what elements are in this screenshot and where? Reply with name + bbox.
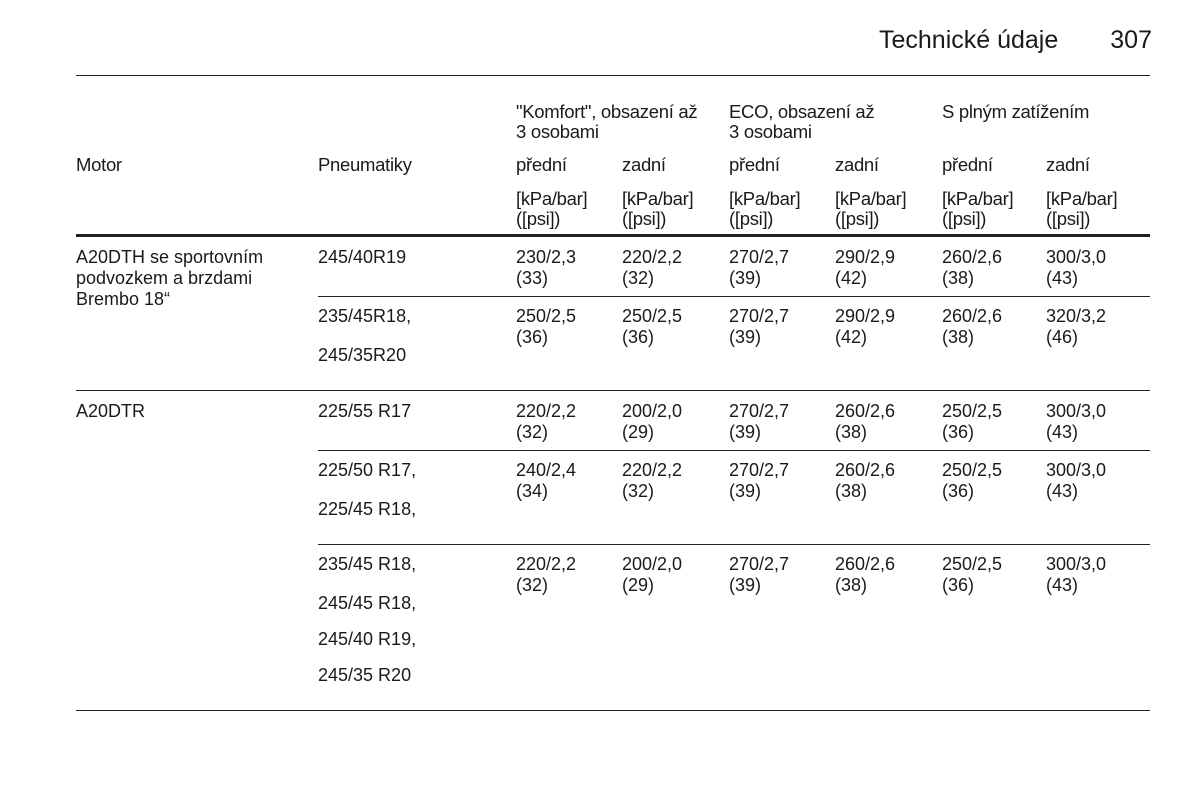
header-rule bbox=[76, 75, 1150, 76]
header-unit-psi: ([psi]) bbox=[835, 208, 880, 229]
header-unit: [kPa/bar] bbox=[516, 188, 588, 209]
pressure-psi: (39) bbox=[729, 422, 762, 442]
header-unit-psi: ([psi]) bbox=[622, 208, 667, 229]
pressure-psi: (36) bbox=[942, 481, 975, 501]
pressure-psi: (29) bbox=[622, 575, 655, 595]
pressure-value: 260/2,6 bbox=[835, 554, 896, 574]
pressure-psi: (32) bbox=[516, 422, 549, 442]
tyre-size: 235/45 R18, bbox=[318, 554, 417, 574]
pressure-psi: (32) bbox=[622, 268, 655, 288]
pressure-value: 230/2,3 bbox=[516, 247, 577, 267]
header-unit-psi: ([psi]) bbox=[729, 208, 774, 229]
header-unit: [kPa/bar] bbox=[1046, 188, 1118, 209]
table-bottom-rule bbox=[76, 710, 1150, 711]
pressure-psi: (42) bbox=[835, 268, 868, 288]
header-front: přední bbox=[516, 154, 567, 175]
header-load-group: "Komfort", obsazení až bbox=[516, 101, 698, 122]
pressure-value: 270/2,7 bbox=[729, 460, 790, 480]
tyre-size: 225/45 R18, bbox=[318, 499, 417, 519]
pressure-value: 300/3,0 bbox=[1046, 401, 1107, 421]
pressure-psi: (32) bbox=[622, 481, 655, 501]
pressure-psi: (39) bbox=[729, 481, 762, 501]
header-front: přední bbox=[942, 154, 993, 175]
pressure-value: 240/2,4 bbox=[516, 460, 577, 480]
pressure-psi: (36) bbox=[942, 575, 975, 595]
pressure-psi: (39) bbox=[729, 575, 762, 595]
pressure-value: 290/2,9 bbox=[835, 306, 896, 326]
header-load-group-line2: 3 osobami bbox=[516, 121, 599, 142]
pressure-psi: (38) bbox=[835, 575, 868, 595]
tyre-size: 245/35 R20 bbox=[318, 665, 412, 685]
pressure-psi: (46) bbox=[1046, 327, 1079, 347]
pressure-psi: (39) bbox=[729, 327, 762, 347]
pressure-psi: (42) bbox=[835, 327, 868, 347]
pressure-value: 250/2,5 bbox=[516, 306, 577, 326]
page-title: Technické údaje bbox=[878, 26, 1059, 54]
pressure-value: 270/2,7 bbox=[729, 401, 790, 421]
header-rear: zadní bbox=[835, 154, 879, 175]
pressure-value: 300/3,0 bbox=[1046, 460, 1107, 480]
pressure-psi: (36) bbox=[622, 327, 655, 347]
pressure-value: 200/2,0 bbox=[622, 401, 683, 421]
header-unit-psi: ([psi]) bbox=[942, 208, 987, 229]
header-unit-psi: ([psi]) bbox=[1046, 208, 1091, 229]
pressure-psi: (39) bbox=[729, 268, 762, 288]
tyre-size: 245/35R20 bbox=[318, 345, 407, 365]
header-load-group-line2: 3 osobami bbox=[729, 121, 812, 142]
header-load-group: ECO, obsazení až bbox=[729, 101, 875, 122]
pressure-value: 290/2,9 bbox=[835, 247, 896, 267]
header-unit: [kPa/bar] bbox=[942, 188, 1014, 209]
pressure-psi: (34) bbox=[516, 481, 549, 501]
pressure-psi: (38) bbox=[942, 327, 975, 347]
tyre-size: 245/40R19 bbox=[318, 247, 407, 267]
pressure-psi: (43) bbox=[1046, 481, 1079, 501]
pressure-value: 270/2,7 bbox=[729, 247, 790, 267]
pressure-psi: (38) bbox=[942, 268, 975, 288]
header-front: přední bbox=[729, 154, 780, 175]
pressure-value: 220/2,2 bbox=[622, 460, 683, 480]
tyre-size: 245/45 R18, bbox=[318, 593, 417, 613]
engine-name: A20DTH se sportovním bbox=[76, 247, 264, 267]
pressure-value: 260/2,6 bbox=[942, 247, 1003, 267]
header-rear: zadní bbox=[1046, 154, 1090, 175]
header-unit: [kPa/bar] bbox=[835, 188, 907, 209]
pressure-value: 270/2,7 bbox=[729, 306, 790, 326]
pressure-psi: (43) bbox=[1046, 422, 1079, 442]
header-bottom-rule bbox=[76, 234, 1150, 237]
header-unit: [kPa/bar] bbox=[622, 188, 694, 209]
pressure-value: 320/3,2 bbox=[1046, 306, 1107, 326]
pressure-psi: (38) bbox=[835, 481, 868, 501]
header-motor: Motor bbox=[76, 154, 122, 175]
pressure-psi: (43) bbox=[1046, 268, 1079, 288]
header-unit: [kPa/bar] bbox=[729, 188, 801, 209]
header-tyres: Pneumatiky bbox=[318, 154, 412, 175]
pressure-value: 300/3,0 bbox=[1046, 554, 1107, 574]
tyre-size: 245/40 R19, bbox=[318, 629, 417, 649]
pressure-value: 220/2,2 bbox=[622, 247, 683, 267]
pressure-value: 220/2,2 bbox=[516, 401, 577, 421]
pressure-value: 220/2,2 bbox=[516, 554, 577, 574]
pressure-value: 270/2,7 bbox=[729, 554, 790, 574]
pressure-value: 260/2,6 bbox=[835, 401, 896, 421]
pressure-psi: (36) bbox=[516, 327, 549, 347]
header-rear: zadní bbox=[622, 154, 666, 175]
tyre-size: 235/45R18, bbox=[318, 306, 412, 326]
pressure-value: 250/2,5 bbox=[942, 554, 1003, 574]
tyre-size: 225/55 R17 bbox=[318, 401, 412, 421]
pressure-value: 260/2,6 bbox=[835, 460, 896, 480]
pressure-psi: (29) bbox=[622, 422, 655, 442]
pressure-psi: (32) bbox=[516, 575, 549, 595]
pressure-psi: (43) bbox=[1046, 575, 1079, 595]
page-number: 307 bbox=[1110, 26, 1152, 54]
engine-name: podvozkem a brzdami bbox=[76, 268, 253, 288]
engine-name: A20DTR bbox=[76, 401, 146, 421]
header-unit-psi: ([psi]) bbox=[516, 208, 561, 229]
pressure-value: 250/2,5 bbox=[942, 460, 1003, 480]
group-divider bbox=[318, 544, 1150, 545]
pressure-psi: (33) bbox=[516, 268, 549, 288]
group-divider bbox=[318, 296, 1150, 297]
group-divider bbox=[318, 450, 1150, 451]
engine-divider bbox=[76, 390, 1150, 391]
pressure-psi: (38) bbox=[835, 422, 868, 442]
pressure-value: 250/2,5 bbox=[942, 401, 1003, 421]
header-load-group: S plným zatížením bbox=[942, 101, 1090, 122]
pressure-value: 300/3,0 bbox=[1046, 247, 1107, 267]
pressure-psi: (36) bbox=[942, 422, 975, 442]
pressure-value: 260/2,6 bbox=[942, 306, 1003, 326]
pressure-value: 200/2,0 bbox=[622, 554, 683, 574]
engine-name: Brembo 18“ bbox=[76, 289, 171, 309]
page-header bbox=[879, 26, 1152, 55]
tyre-size: 225/50 R17, bbox=[318, 460, 417, 480]
pressure-value: 250/2,5 bbox=[622, 306, 683, 326]
